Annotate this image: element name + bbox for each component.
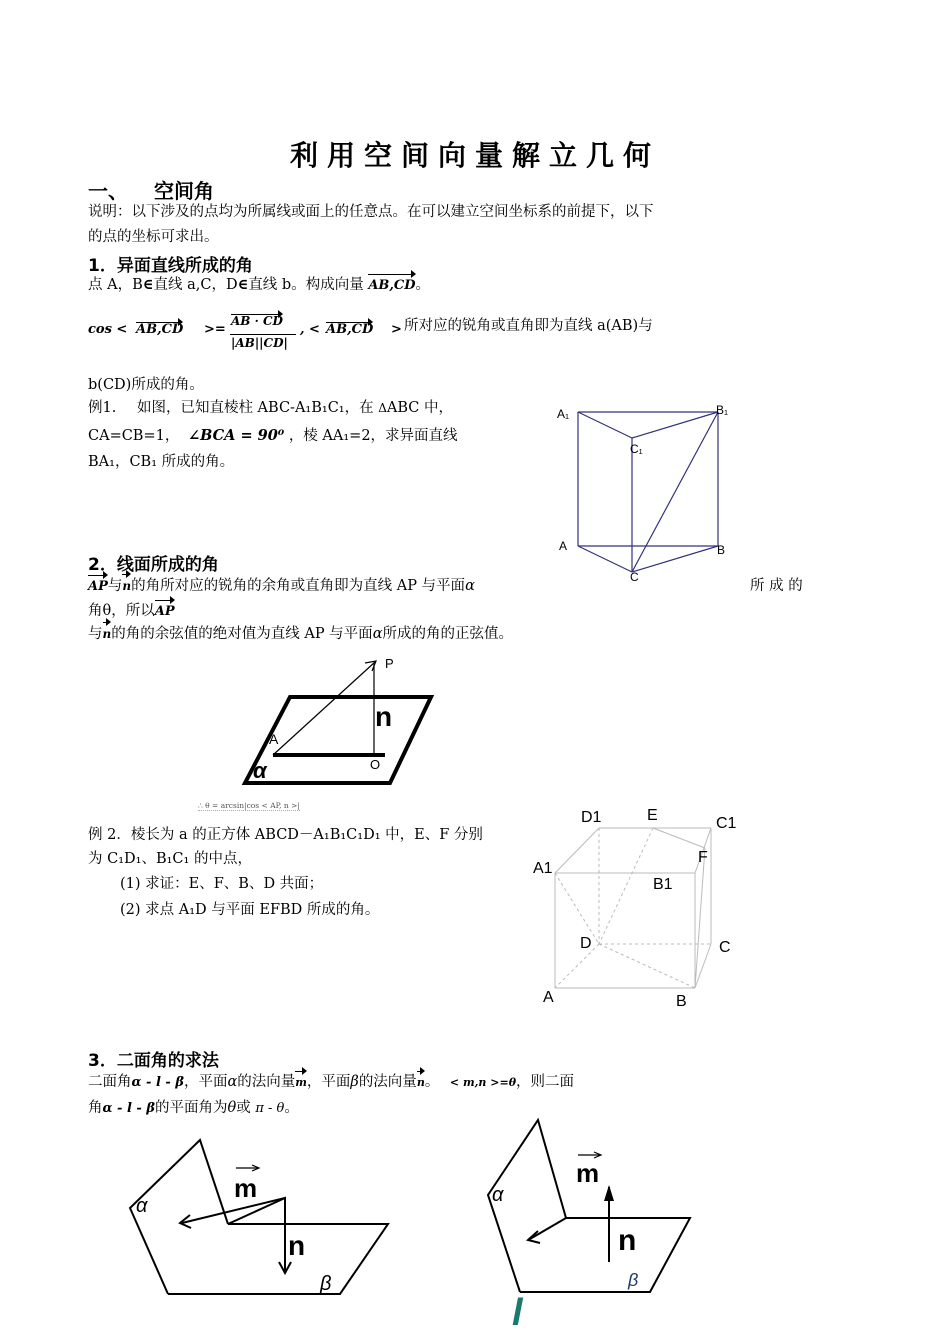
formula-explanation: 所对应的锐角或直角即为直线 a(AB)与 — [404, 318, 653, 334]
example2-line-2: 为 C₁D₁、B₁C₁ 的中点， — [88, 851, 252, 867]
sub2-text-b: 的角所对应的锐角的余角或直角即为直线 AP 与平面 — [131, 578, 466, 594]
sub3-text-e: 的法向量 — [358, 1074, 417, 1090]
formula-vectors: AB,CD — [136, 322, 184, 337]
sub3-text-b: ，平面 — [183, 1074, 228, 1090]
cube-figure — [525, 800, 755, 1015]
vector-n-2: n — [103, 622, 112, 646]
label-D: D — [580, 935, 592, 952]
formula-gt: > — [391, 322, 402, 337]
theta-symbol: θ — [227, 1100, 237, 1116]
label-m: m — [576, 1158, 600, 1188]
label-beta: β — [628, 1270, 639, 1290]
example1-line-1 — [88, 396, 453, 420]
label-O: O — [370, 757, 381, 772]
sub3-text-k: 。 — [284, 1100, 299, 1116]
sub2-text-c: 角θ，所以 — [88, 603, 155, 619]
sub1-text-c: 直线 b。构成向量 — [248, 277, 364, 293]
label-n: n — [288, 1230, 306, 1261]
intro-line-1: 说明：以下涉及的点均为所属线或面上的任意点。在可以建立空间坐标系的前提下，以下 — [88, 204, 654, 220]
sub3-line-2 — [88, 1096, 299, 1121]
sub2-line-1 — [88, 574, 475, 599]
vector-n: n — [122, 574, 131, 598]
formula-vectors-2: AB,CD — [326, 322, 374, 337]
sub3-text-h: 角 — [88, 1100, 103, 1116]
sub3-text-g: ，则二面 — [516, 1074, 575, 1090]
vector-ab-cd: AB,CD — [368, 274, 415, 298]
triangle-icon: Δ — [378, 401, 387, 415]
dihedral-figure-right — [480, 1115, 700, 1340]
example2-item-1: (1) 求证：E、F、B、D 共面； — [120, 876, 324, 892]
intro-line-2: 的点的坐标可求出。 — [88, 229, 219, 245]
example1-line-3: BA₁，CB₁ 所成的角。 — [88, 454, 235, 470]
example1-text1: 如图，已知直棱柱 ABC-A₁B₁C₁，在 — [136, 400, 374, 416]
formula-tail: , < — [300, 322, 320, 337]
fraction-bar — [230, 334, 296, 335]
sub1-text-b: 直线 a,C，D — [153, 277, 238, 293]
sub3-text-d: ，平面 — [306, 1074, 351, 1090]
label-P: P — [385, 656, 394, 671]
sub1-text-a: 点 A，B — [88, 277, 143, 293]
sub3-text-j: 或 — [236, 1100, 251, 1116]
sub2-line-2 — [88, 599, 175, 624]
label-n: n — [375, 701, 393, 732]
subheading-dihedral: 3．二面角的求法 — [88, 1051, 219, 1071]
sub2-text-f: 所成的角的正弦值。 — [382, 626, 513, 642]
label-A: A — [543, 989, 554, 1006]
formula-equals: >= — [204, 322, 226, 337]
label-B: B — [676, 993, 687, 1010]
label-C1: C1 — [716, 815, 737, 832]
angle-mn: < m,n >=θ — [449, 1076, 517, 1089]
label-beta: β — [320, 1273, 332, 1295]
element-of-icon: ∈ — [237, 276, 249, 293]
alpha-symbol: α — [465, 578, 475, 594]
example1-label: 例1. — [88, 400, 117, 416]
sub2-text-a: 与 — [107, 578, 123, 594]
label-A: A — [269, 731, 279, 747]
vector-m: m — [295, 1071, 307, 1095]
example1-text2b: ，棱 AA₁=2，求异面直线 — [288, 428, 458, 444]
example1-text2a: CA=CB=1， — [88, 428, 180, 444]
dihedral-notation-2: α - l - β — [102, 1101, 155, 1116]
alpha-symbol-2: α — [372, 626, 383, 642]
formula-numerator: AB · CD — [231, 314, 283, 328]
example1-text1b: ABC 中， — [386, 400, 454, 416]
label-m: m — [234, 1173, 258, 1203]
sub3-line-1 — [88, 1070, 574, 1095]
prism-figure — [550, 400, 750, 590]
vector-n: n — [417, 1071, 425, 1095]
formula-denominator: |AB||CD| — [231, 336, 288, 350]
example2-line-1: 例 2．棱长为 a 的正方体 ABCD－A₁B₁C₁D₁ 中，E、F 分别 — [88, 827, 483, 843]
label-B1: B₁ — [716, 403, 729, 417]
section-title: 空间角 — [154, 179, 214, 203]
label-n: n — [618, 1224, 637, 1257]
label-alpha: α — [136, 1195, 148, 1217]
sub2-line-1-end: 所 成 的 — [750, 578, 803, 594]
dihedral-notation: α - l - β — [131, 1075, 184, 1090]
element-of-icon: ∈ — [142, 276, 154, 293]
sub2-text-e: 的角的余弦值的绝对值为直线 AP 与平面 — [111, 626, 373, 642]
label-l: l — [512, 1292, 523, 1334]
subheading-skew-lines: 1．异面直线所成的角 — [88, 256, 253, 276]
sub3-text-i: 的平面角为 — [154, 1100, 228, 1116]
subheading-line-plane: 2．线面所成的角 — [88, 555, 219, 575]
sub1-line-3: b(CD)所成的角。 — [88, 377, 204, 393]
beta-symbol: β — [350, 1074, 359, 1090]
label-B: B — [717, 543, 726, 557]
example2-item-2: (2) 求点 A₁D 与平面 EFBD 所成的角。 — [120, 902, 380, 918]
label-A1: A1 — [533, 860, 553, 877]
section-number: 一、 — [88, 179, 128, 203]
label-C: C — [719, 939, 731, 956]
label-C1: C₁ — [630, 442, 643, 456]
vector-ap: AP — [88, 575, 108, 599]
vector-ap-2: AP — [155, 600, 175, 624]
label-A: A — [559, 539, 568, 553]
example1-line-2 — [88, 424, 458, 448]
sub3-text-c: 的法向量 — [237, 1074, 296, 1090]
arcsin-formula: ∴ θ = arcsin|cos < AP, n >| — [198, 801, 300, 810]
plane-figure — [235, 650, 445, 795]
label-D1: D1 — [581, 809, 602, 826]
label-F: F — [698, 849, 708, 866]
page-title: 利用空间向量解立几何 — [289, 139, 660, 172]
angle-bca: ∠BCA = 90⁰ — [187, 427, 285, 444]
pi-minus-theta: π - θ — [255, 1101, 285, 1116]
label-E: E — [647, 807, 658, 824]
label-A1: A₁ — [557, 407, 570, 421]
sub1-text-end: 。 — [415, 277, 431, 293]
formula-cos: cos < — [88, 322, 128, 337]
dihedral-figure-left — [120, 1130, 400, 1305]
sub3-text-a: 二面角 — [88, 1074, 132, 1090]
label-B1: B1 — [653, 876, 673, 893]
label-alpha: α — [253, 758, 267, 783]
label-alpha: α — [492, 1184, 504, 1206]
sub2-line-3 — [88, 622, 513, 646]
alpha-symbol: α — [227, 1074, 238, 1090]
label-C: C — [630, 570, 639, 584]
sub2-text-d: 与 — [88, 626, 103, 642]
sub3-text-f: 。 — [424, 1074, 440, 1090]
sub1-line-1 — [88, 273, 430, 298]
